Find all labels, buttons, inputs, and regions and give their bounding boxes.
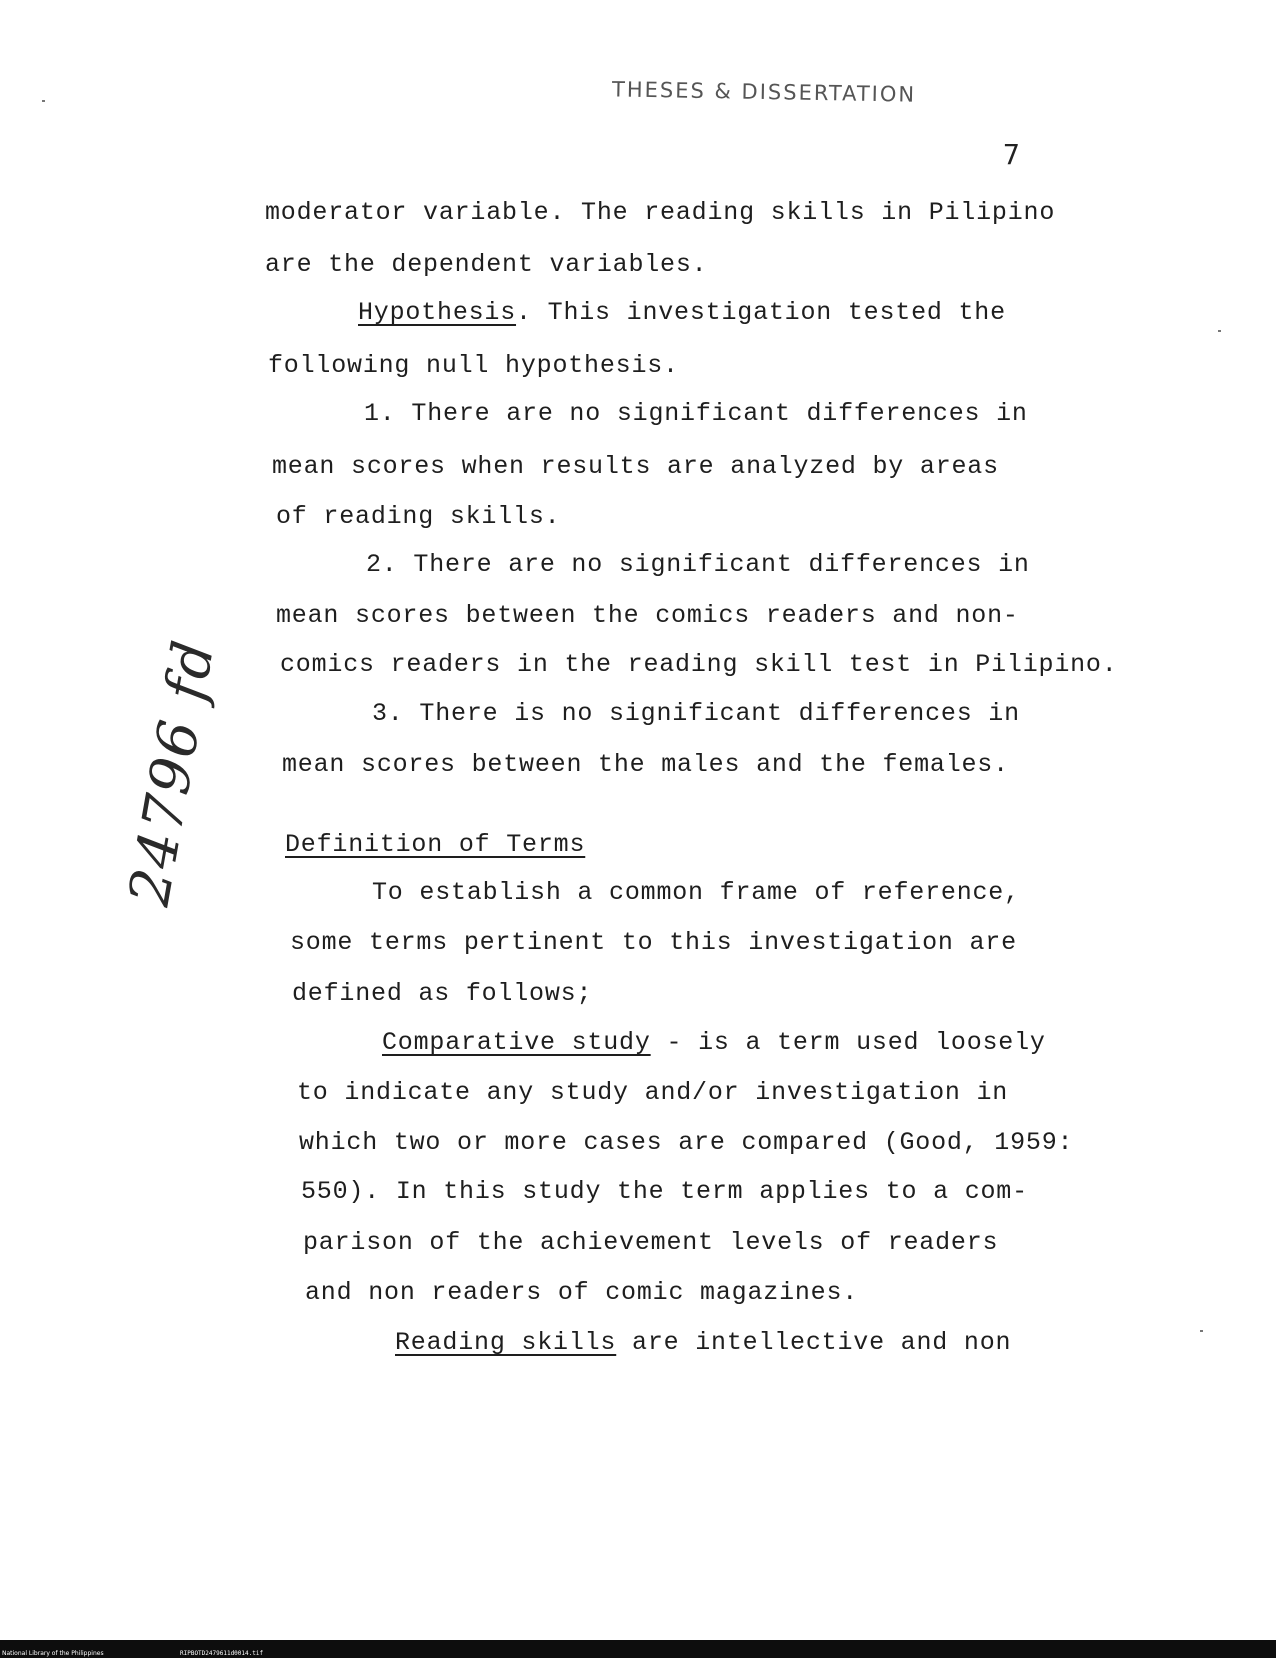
comparative-study-term: Comparative study: [382, 1028, 651, 1057]
hypothesis-item-2: 2. There are no significant differences in: [366, 550, 1030, 579]
hypothesis-intro-text: . This investigation tested the: [516, 298, 1006, 327]
definitions-intro-line: defined as follows;: [292, 979, 593, 1008]
comparative-study-line: 550). In this study the term applies to a com-: [301, 1177, 1028, 1206]
hypothesis-intro-line: following null hypothesis.: [268, 351, 679, 380]
comparative-study-text: - is a term used loosely: [650, 1028, 1046, 1057]
reading-skills-text: are intellective and non: [616, 1328, 1012, 1357]
definitions-intro-line: some terms pertinent to this investigation are: [290, 928, 1017, 957]
page-number: 7: [1003, 138, 1020, 171]
hypothesis-intro: [358, 297, 1006, 329]
hypothesis-item-3-line: mean scores between the males and the females.: [282, 750, 1009, 779]
body-line: moderator variable. The reading skills in Pilipino: [265, 198, 1056, 227]
comparative-study-line: to indicate any study and/or investigation in: [297, 1078, 1009, 1107]
scan-speck: [1218, 330, 1221, 332]
definition-of-terms-heading: Definition of Terms: [285, 830, 586, 859]
scan-speck: [42, 100, 45, 102]
theses-dissertation-stamp: THESES & DISSERTATION: [611, 77, 917, 107]
hypothesis-item-2-line: comics readers in the reading skill test in Pilipino.: [280, 650, 1118, 679]
reading-skills-term: Reading skills: [395, 1328, 617, 1357]
hypothesis-heading: Hypothesis: [358, 298, 517, 327]
reading-skills-definition: [395, 1327, 1011, 1359]
footer-library: National Library of the Philippines: [2, 1650, 104, 1657]
hypothesis-item-3: 3. There is no significant differences in: [372, 699, 1020, 728]
hypothesis-item-1: 1. There are no significant differences in: [364, 399, 1028, 428]
hypothesis-item-1-line: of reading skills.: [276, 502, 561, 531]
hypothesis-item-2-line: mean scores between the comics readers and non-: [276, 601, 1019, 630]
comparative-study-line: and non readers of comic magazines.: [305, 1278, 859, 1307]
footer-filename: RIPBOTD2479611d0014.tif: [180, 1650, 264, 1657]
comparative-study-line: parison of the achievement levels of readers: [303, 1228, 999, 1257]
scan-speck: [1200, 1330, 1203, 1332]
hypothesis-item-1-line: mean scores when results are analyzed by areas: [272, 452, 999, 481]
definitions-intro: To establish a common frame of reference,: [372, 878, 1020, 907]
comparative-study-definition: [382, 1027, 1046, 1059]
body-line: are the dependent variables.: [265, 250, 708, 279]
handwritten-accession-number: 24796 fd: [116, 634, 228, 911]
comparative-study-line: which two or more cases are compared (Good, 1959:: [299, 1128, 1074, 1157]
